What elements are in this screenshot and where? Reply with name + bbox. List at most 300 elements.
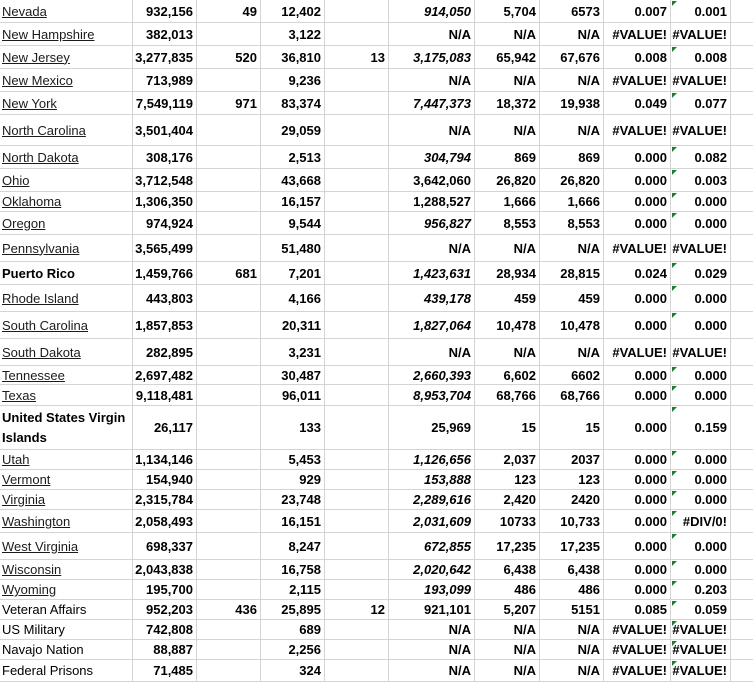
data-cell[interactable] <box>325 192 389 212</box>
data-cell[interactable] <box>197 235 261 262</box>
data-cell[interactable] <box>261 490 325 510</box>
data-cell[interactable] <box>261 312 325 339</box>
data-cell[interactable] <box>197 285 261 312</box>
data-cell[interactable] <box>261 115 325 146</box>
data-cell[interactable] <box>261 262 325 285</box>
data-cell[interactable] <box>389 600 475 620</box>
data-cell[interactable] <box>325 406 389 450</box>
row-label-cell[interactable] <box>0 69 133 92</box>
data-cell[interactable] <box>475 385 540 406</box>
data-cell[interactable] <box>604 660 671 682</box>
data-cell[interactable] <box>261 0 325 23</box>
data-cell[interactable] <box>197 640 261 660</box>
data-cell[interactable] <box>540 0 604 23</box>
empty-cell[interactable] <box>731 262 753 285</box>
data-cell[interactable] <box>671 262 731 285</box>
data-cell[interactable] <box>261 533 325 560</box>
row-label-cell[interactable] <box>0 490 133 510</box>
empty-cell[interactable] <box>731 450 753 470</box>
data-cell[interactable] <box>604 533 671 560</box>
data-cell[interactable] <box>475 262 540 285</box>
data-cell[interactable] <box>475 92 540 115</box>
row-label-cell[interactable] <box>0 192 133 212</box>
empty-cell[interactable] <box>731 312 753 339</box>
data-cell[interactable] <box>475 69 540 92</box>
empty-cell[interactable] <box>731 46 753 69</box>
data-cell[interactable] <box>133 169 197 192</box>
row-label-cell[interactable] <box>0 560 133 580</box>
data-cell[interactable] <box>540 115 604 146</box>
data-cell[interactable] <box>197 312 261 339</box>
data-cell[interactable] <box>133 212 197 235</box>
empty-cell[interactable] <box>731 660 753 682</box>
data-cell[interactable] <box>389 192 475 212</box>
empty-cell[interactable] <box>731 385 753 406</box>
data-cell[interactable] <box>133 235 197 262</box>
data-cell[interactable] <box>671 620 731 640</box>
data-cell[interactable] <box>325 560 389 580</box>
data-cell[interactable] <box>197 92 261 115</box>
row-label-cell[interactable] <box>0 406 133 450</box>
data-cell[interactable] <box>389 560 475 580</box>
data-cell[interactable] <box>197 192 261 212</box>
data-cell[interactable] <box>475 115 540 146</box>
data-cell[interactable] <box>261 366 325 385</box>
data-cell[interactable] <box>540 46 604 69</box>
data-cell[interactable] <box>261 406 325 450</box>
data-cell[interactable] <box>261 235 325 262</box>
data-cell[interactable] <box>197 450 261 470</box>
empty-cell[interactable] <box>731 510 753 533</box>
data-cell[interactable] <box>197 470 261 490</box>
data-cell[interactable] <box>325 169 389 192</box>
data-cell[interactable] <box>325 385 389 406</box>
data-cell[interactable] <box>133 92 197 115</box>
data-cell[interactable] <box>325 533 389 560</box>
data-cell[interactable] <box>475 620 540 640</box>
data-cell[interactable] <box>475 169 540 192</box>
data-cell[interactable] <box>389 235 475 262</box>
data-cell[interactable] <box>133 450 197 470</box>
data-cell[interactable] <box>325 285 389 312</box>
data-cell[interactable] <box>197 169 261 192</box>
data-cell[interactable] <box>604 490 671 510</box>
data-cell[interactable] <box>197 23 261 46</box>
data-cell[interactable] <box>671 450 731 470</box>
data-cell[interactable] <box>604 339 671 366</box>
empty-cell[interactable] <box>731 339 753 366</box>
data-cell[interactable] <box>261 92 325 115</box>
data-cell[interactable] <box>261 46 325 69</box>
data-cell[interactable] <box>325 600 389 620</box>
data-cell[interactable] <box>133 285 197 312</box>
data-cell[interactable] <box>325 366 389 385</box>
data-cell[interactable] <box>671 46 731 69</box>
data-cell[interactable] <box>325 69 389 92</box>
data-cell[interactable] <box>197 385 261 406</box>
data-cell[interactable] <box>261 600 325 620</box>
data-cell[interactable] <box>261 146 325 169</box>
data-cell[interactable] <box>604 169 671 192</box>
data-cell[interactable] <box>604 212 671 235</box>
data-cell[interactable] <box>133 312 197 339</box>
data-cell[interactable] <box>325 580 389 600</box>
data-cell[interactable] <box>261 285 325 312</box>
data-cell[interactable] <box>540 212 604 235</box>
data-cell[interactable] <box>389 169 475 192</box>
data-cell[interactable] <box>540 169 604 192</box>
data-cell[interactable] <box>389 470 475 490</box>
empty-cell[interactable] <box>731 0 753 23</box>
data-cell[interactable] <box>197 262 261 285</box>
data-cell[interactable] <box>671 0 731 23</box>
data-cell[interactable] <box>671 212 731 235</box>
row-label-cell[interactable] <box>0 46 133 69</box>
data-cell[interactable] <box>261 470 325 490</box>
data-cell[interactable] <box>671 600 731 620</box>
data-cell[interactable] <box>133 146 197 169</box>
row-label-cell[interactable] <box>0 169 133 192</box>
empty-cell[interactable] <box>731 115 753 146</box>
empty-cell[interactable] <box>731 235 753 262</box>
data-cell[interactable] <box>389 490 475 510</box>
data-cell[interactable] <box>671 235 731 262</box>
data-cell[interactable] <box>197 366 261 385</box>
row-label-cell[interactable] <box>0 23 133 46</box>
empty-cell[interactable] <box>731 560 753 580</box>
data-cell[interactable] <box>475 450 540 470</box>
data-cell[interactable] <box>604 620 671 640</box>
data-cell[interactable] <box>133 600 197 620</box>
row-label-cell[interactable] <box>0 533 133 560</box>
data-cell[interactable] <box>325 146 389 169</box>
data-cell[interactable] <box>389 23 475 46</box>
data-cell[interactable] <box>671 533 731 560</box>
data-cell[interactable] <box>540 285 604 312</box>
data-cell[interactable] <box>261 620 325 640</box>
data-cell[interactable] <box>325 262 389 285</box>
row-label-cell[interactable] <box>0 450 133 470</box>
data-cell[interactable] <box>671 580 731 600</box>
empty-cell[interactable] <box>731 406 753 450</box>
data-cell[interactable] <box>133 490 197 510</box>
data-cell[interactable] <box>540 600 604 620</box>
data-cell[interactable] <box>671 192 731 212</box>
data-cell[interactable] <box>671 490 731 510</box>
data-cell[interactable] <box>325 115 389 146</box>
data-cell[interactable] <box>197 560 261 580</box>
data-cell[interactable] <box>197 600 261 620</box>
row-label-cell[interactable] <box>0 115 133 146</box>
data-cell[interactable] <box>475 640 540 660</box>
data-cell[interactable] <box>261 510 325 533</box>
data-cell[interactable] <box>540 510 604 533</box>
data-cell[interactable] <box>133 470 197 490</box>
data-cell[interactable] <box>389 92 475 115</box>
row-label-cell[interactable] <box>0 92 133 115</box>
data-cell[interactable] <box>604 560 671 580</box>
data-cell[interactable] <box>133 580 197 600</box>
row-label-cell[interactable] <box>0 580 133 600</box>
data-cell[interactable] <box>389 69 475 92</box>
data-cell[interactable] <box>389 385 475 406</box>
data-cell[interactable] <box>604 69 671 92</box>
data-cell[interactable] <box>604 580 671 600</box>
data-cell[interactable] <box>389 533 475 560</box>
data-cell[interactable] <box>540 450 604 470</box>
row-label-cell[interactable] <box>0 339 133 366</box>
data-cell[interactable] <box>197 510 261 533</box>
data-cell[interactable] <box>540 490 604 510</box>
data-cell[interactable] <box>540 660 604 682</box>
data-cell[interactable] <box>197 339 261 366</box>
data-cell[interactable] <box>671 115 731 146</box>
data-cell[interactable] <box>671 339 731 366</box>
data-cell[interactable] <box>325 235 389 262</box>
data-cell[interactable] <box>261 212 325 235</box>
data-cell[interactable] <box>389 580 475 600</box>
data-cell[interactable] <box>389 620 475 640</box>
data-cell[interactable] <box>671 23 731 46</box>
data-cell[interactable] <box>475 600 540 620</box>
empty-cell[interactable] <box>731 490 753 510</box>
data-cell[interactable] <box>197 212 261 235</box>
data-cell[interactable] <box>325 470 389 490</box>
data-cell[interactable] <box>475 490 540 510</box>
data-cell[interactable] <box>671 660 731 682</box>
data-cell[interactable] <box>389 146 475 169</box>
data-cell[interactable] <box>261 660 325 682</box>
data-cell[interactable] <box>540 366 604 385</box>
data-cell[interactable] <box>197 0 261 23</box>
data-cell[interactable] <box>671 312 731 339</box>
data-cell[interactable] <box>389 115 475 146</box>
empty-cell[interactable] <box>731 69 753 92</box>
empty-cell[interactable] <box>731 146 753 169</box>
data-cell[interactable] <box>671 285 731 312</box>
data-cell[interactable] <box>325 92 389 115</box>
data-cell[interactable] <box>604 23 671 46</box>
data-cell[interactable] <box>133 46 197 69</box>
row-label-cell[interactable] <box>0 660 133 682</box>
data-cell[interactable] <box>475 406 540 450</box>
data-cell[interactable] <box>671 406 731 450</box>
data-cell[interactable] <box>475 146 540 169</box>
data-cell[interactable] <box>604 406 671 450</box>
data-cell[interactable] <box>540 23 604 46</box>
data-cell[interactable] <box>133 339 197 366</box>
data-cell[interactable] <box>540 620 604 640</box>
row-label-cell[interactable] <box>0 262 133 285</box>
data-cell[interactable] <box>604 600 671 620</box>
row-label-cell[interactable] <box>0 366 133 385</box>
data-cell[interactable] <box>540 385 604 406</box>
data-cell[interactable] <box>475 0 540 23</box>
data-cell[interactable] <box>197 533 261 560</box>
data-cell[interactable] <box>389 450 475 470</box>
data-cell[interactable] <box>671 470 731 490</box>
empty-cell[interactable] <box>731 92 753 115</box>
data-cell[interactable] <box>671 640 731 660</box>
row-label-cell[interactable] <box>0 235 133 262</box>
data-cell[interactable] <box>475 235 540 262</box>
data-cell[interactable] <box>325 660 389 682</box>
data-cell[interactable] <box>475 533 540 560</box>
row-label-cell[interactable] <box>0 312 133 339</box>
data-cell[interactable] <box>540 470 604 490</box>
data-cell[interactable] <box>325 339 389 366</box>
row-label-cell[interactable] <box>0 385 133 406</box>
data-cell[interactable] <box>540 533 604 560</box>
row-label-cell[interactable] <box>0 600 133 620</box>
data-cell[interactable] <box>133 69 197 92</box>
data-cell[interactable] <box>604 470 671 490</box>
data-cell[interactable] <box>389 339 475 366</box>
empty-cell[interactable] <box>731 533 753 560</box>
data-cell[interactable] <box>389 406 475 450</box>
data-cell[interactable] <box>389 640 475 660</box>
data-cell[interactable] <box>133 560 197 580</box>
empty-cell[interactable] <box>731 23 753 46</box>
data-cell[interactable] <box>604 115 671 146</box>
data-cell[interactable] <box>540 92 604 115</box>
data-cell[interactable] <box>197 69 261 92</box>
data-cell[interactable] <box>261 169 325 192</box>
data-cell[interactable] <box>604 235 671 262</box>
row-label-cell[interactable] <box>0 640 133 660</box>
data-cell[interactable] <box>389 262 475 285</box>
data-cell[interactable] <box>540 192 604 212</box>
row-label-cell[interactable] <box>0 510 133 533</box>
data-cell[interactable] <box>475 339 540 366</box>
empty-cell[interactable] <box>731 580 753 600</box>
data-cell[interactable] <box>325 490 389 510</box>
data-cell[interactable] <box>133 366 197 385</box>
data-cell[interactable] <box>133 533 197 560</box>
empty-cell[interactable] <box>731 620 753 640</box>
data-cell[interactable] <box>197 660 261 682</box>
data-cell[interactable] <box>325 620 389 640</box>
data-cell[interactable] <box>133 620 197 640</box>
data-cell[interactable] <box>133 115 197 146</box>
empty-cell[interactable] <box>731 192 753 212</box>
data-cell[interactable] <box>133 640 197 660</box>
data-cell[interactable] <box>133 660 197 682</box>
data-cell[interactable] <box>389 285 475 312</box>
empty-cell[interactable] <box>731 285 753 312</box>
data-cell[interactable] <box>261 69 325 92</box>
data-cell[interactable] <box>540 580 604 600</box>
data-cell[interactable] <box>604 262 671 285</box>
empty-cell[interactable] <box>731 169 753 192</box>
data-cell[interactable] <box>540 560 604 580</box>
data-cell[interactable] <box>475 560 540 580</box>
data-cell[interactable] <box>671 385 731 406</box>
data-cell[interactable] <box>325 46 389 69</box>
data-cell[interactable] <box>261 450 325 470</box>
empty-cell[interactable] <box>731 640 753 660</box>
data-cell[interactable] <box>604 285 671 312</box>
data-cell[interactable] <box>325 312 389 339</box>
data-cell[interactable] <box>604 510 671 533</box>
data-cell[interactable] <box>540 339 604 366</box>
data-cell[interactable] <box>133 192 197 212</box>
data-cell[interactable] <box>389 212 475 235</box>
data-cell[interactable] <box>325 450 389 470</box>
data-cell[interactable] <box>261 192 325 212</box>
data-cell[interactable] <box>540 235 604 262</box>
row-label-cell[interactable] <box>0 146 133 169</box>
data-cell[interactable] <box>261 23 325 46</box>
data-cell[interactable] <box>604 366 671 385</box>
data-cell[interactable] <box>133 385 197 406</box>
data-cell[interactable] <box>261 580 325 600</box>
data-cell[interactable] <box>604 450 671 470</box>
data-cell[interactable] <box>604 312 671 339</box>
data-cell[interactable] <box>604 385 671 406</box>
data-cell[interactable] <box>261 560 325 580</box>
data-cell[interactable] <box>261 640 325 660</box>
data-cell[interactable] <box>475 580 540 600</box>
empty-cell[interactable] <box>731 470 753 490</box>
row-label-cell[interactable] <box>0 285 133 312</box>
data-cell[interactable] <box>604 0 671 23</box>
empty-cell[interactable] <box>731 212 753 235</box>
data-cell[interactable] <box>197 580 261 600</box>
empty-cell[interactable] <box>731 600 753 620</box>
data-cell[interactable] <box>197 115 261 146</box>
data-cell[interactable] <box>604 640 671 660</box>
data-cell[interactable] <box>540 69 604 92</box>
data-cell[interactable] <box>197 146 261 169</box>
data-cell[interactable] <box>671 560 731 580</box>
data-cell[interactable] <box>671 366 731 385</box>
data-cell[interactable] <box>475 192 540 212</box>
data-cell[interactable] <box>133 510 197 533</box>
data-cell[interactable] <box>133 23 197 46</box>
row-label-cell[interactable] <box>0 0 133 23</box>
data-cell[interactable] <box>133 0 197 23</box>
data-cell[interactable] <box>475 46 540 69</box>
data-cell[interactable] <box>475 212 540 235</box>
data-cell[interactable] <box>133 262 197 285</box>
data-cell[interactable] <box>325 640 389 660</box>
row-label-cell[interactable] <box>0 470 133 490</box>
data-cell[interactable] <box>325 212 389 235</box>
data-cell[interactable] <box>325 23 389 46</box>
row-label-cell[interactable] <box>0 212 133 235</box>
data-cell[interactable] <box>197 46 261 69</box>
data-cell[interactable] <box>389 660 475 682</box>
data-cell[interactable] <box>540 262 604 285</box>
data-cell[interactable] <box>389 46 475 69</box>
data-cell[interactable] <box>389 0 475 23</box>
data-cell[interactable] <box>671 92 731 115</box>
data-cell[interactable] <box>540 640 604 660</box>
data-cell[interactable] <box>389 510 475 533</box>
data-cell[interactable] <box>604 92 671 115</box>
data-cell[interactable] <box>389 312 475 339</box>
data-cell[interactable] <box>540 406 604 450</box>
data-cell[interactable] <box>604 192 671 212</box>
data-cell[interactable] <box>261 385 325 406</box>
data-cell[interactable] <box>197 406 261 450</box>
data-cell[interactable] <box>671 169 731 192</box>
data-cell[interactable] <box>197 490 261 510</box>
data-cell[interactable] <box>475 312 540 339</box>
data-cell[interactable] <box>389 366 475 385</box>
data-cell[interactable] <box>475 23 540 46</box>
